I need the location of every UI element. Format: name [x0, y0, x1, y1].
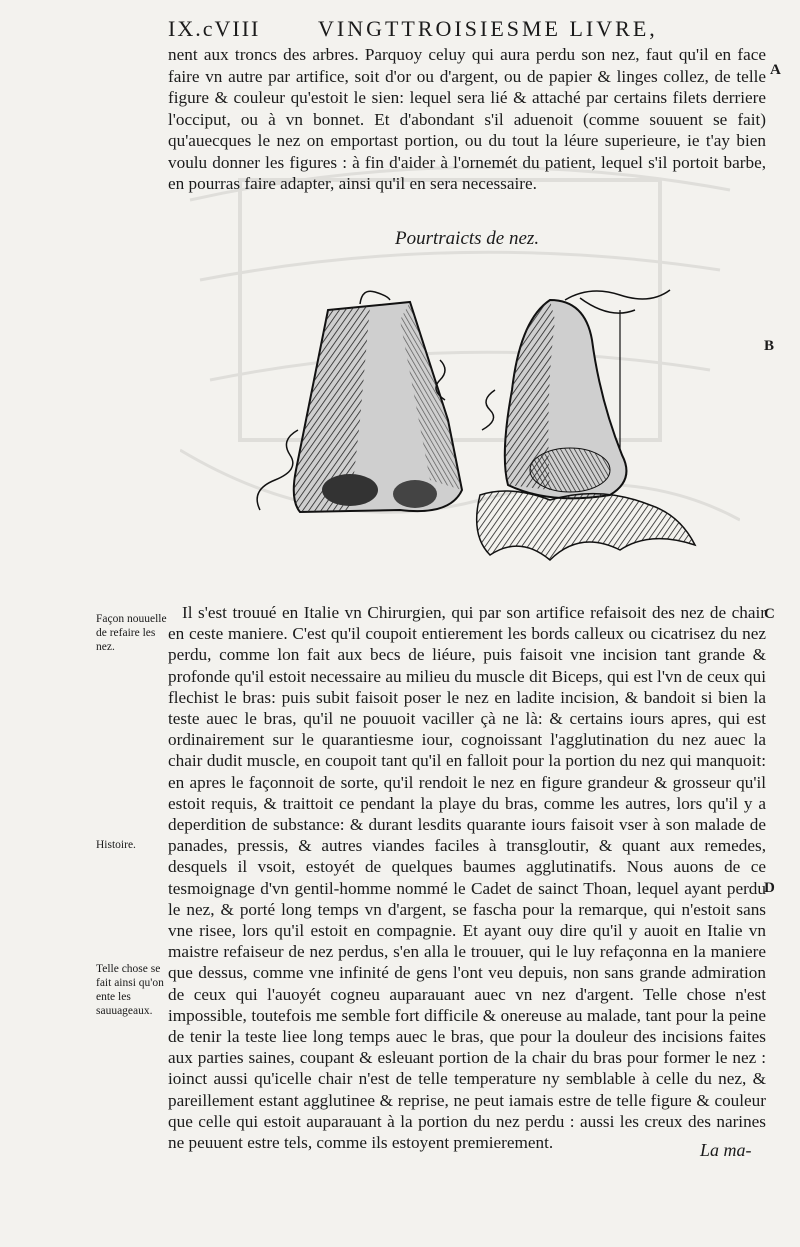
side-letter-b: B: [764, 338, 775, 354]
catchword: La ma-: [700, 1140, 752, 1160]
side-letter-c: C: [764, 606, 775, 622]
margin-note-facon: Façon nouuelle de refaire les nez.: [96, 613, 167, 653]
margin-note-telle-chose: Telle chose se fait ainsi qu'on ente les sauuageaux.: [96, 963, 164, 1017]
figure-caption: Pourtraicts de nez.: [395, 228, 540, 249]
nose-profile-view: [477, 290, 695, 560]
main-text: Il s'est trouué en Italie vn Chirurgien, qui par son artifice refaisoit des nez de chair en ceste maniere. C'est qu'il coupoit entierement les bords calleux ou cicatrisez du nez perdu, comme lon fait aux becs de liéure, puis faisoit vne incision tant grande & profonde qu'il estoit necessaire au milieu du muscle dit Biceps, qui est l'vn de ceux qui flechist le bras: puis subit faisoit poser le nez en ladite incision, & bandoit si bien la teste auec le bras, qu'il ne pouuoit vaciller çà ne là: & certains iours apres, qui est ordinairement sur le quarantiesme iour, cognoissant l'agglutination du nez auec la chair dudit muscle, en coupoit tant qu'il en falloit pour la portion du nez qui manquoit: en apres le façonnoit de sorte, qu'il rendoit le nez en figure grandeur & grosseur qu'il estoit requis, & traittoit ce pendant la playe du bras, comme les autres, lors qu'il y a deperdition de substance: & durant lesdits quarante iours faisoit vser à son malade de panades, pressis, & autres viandes faciles à transgloutir, & quant aux remedes, desquels il vsoit, estoyét de quelques baumes agglutinatifs. Nous auons de ce tesmoignage d'vn gentil-homme nommé le Cadet de sainct Thoan, lequel ayant perdu le nez, & porté long temps vn d'argent, se fascha pour la remarque, qui n'estoit sans vne risee, lors qu'il estoit en compagnie. Et ayant ouy dire qu'il y auoit en Italie vn maistre refaiseur de nez perdus, s'en alla le trouuer, qui le luy refaçonna en la maniere que dessus, comme vne infinité de gens l'ont veu depuis, non sans grande admiration de ceux qui l'auoyét cogneu auparauant auec vn nez d'argent. Telle chose n'est impossible, toutefois me semble fort difficile & onereuse au malade, tant pour la peine de tenir la teste liee long temps auec le bras, que pour la douleur des incisions faites aux parties saines, coupant & esleuant portion de la chair du bras pour former le nez : ioinct aussi qu'icelle chair n'est de telle temperature ny semblable à celle du nez, & pareillement estant agglutinee & reprise, ne peut iamais estre de telle figure & couleur que celle qui estoit auparauant à la portion du nez perdu : aussi les creux des narines ne peuuent estre tels, comme ils estoyent premierement.: [168, 603, 766, 1153]
main-paragraph: [168, 602, 766, 1153]
nose-front-view: [257, 291, 462, 512]
intro-paragraph: [168, 44, 766, 195]
page-header: [168, 12, 760, 42]
folio-number: IX.cVIII: [168, 16, 261, 41]
margin-note-histoire: Histoire.: [96, 839, 136, 851]
side-letter-a: A: [770, 62, 781, 78]
intro-text: nent aux troncs des arbres. Parquoy celuy qui aura perdu son nez, faut qu'il en face faire vn autre par artifice, soit d'or ou d'argent, ou de papier & linges collez, de telle figure & couleur qu'estoit le sien: lequel sera lié & attaché par certains filets derriere l'occiput, ou à vn bonnet. Et d'abondant s'il aduenoit (comme souuent se fait) qu'auecques le nez on emportast portion, ou du tout la léure superieure, ie t'ay bien voulu donner les figures : à fin d'aider à l'ornemét du patient, lequel s'il portoit barbe, en pourras faire adapter, ainsi qu'il en sera necessaire.: [168, 45, 766, 193]
side-letter-d: D: [764, 880, 775, 896]
artificial-noses-woodcut: [250, 280, 710, 570]
running-head: VINGTTROISIESME LIVRE,: [318, 16, 658, 41]
